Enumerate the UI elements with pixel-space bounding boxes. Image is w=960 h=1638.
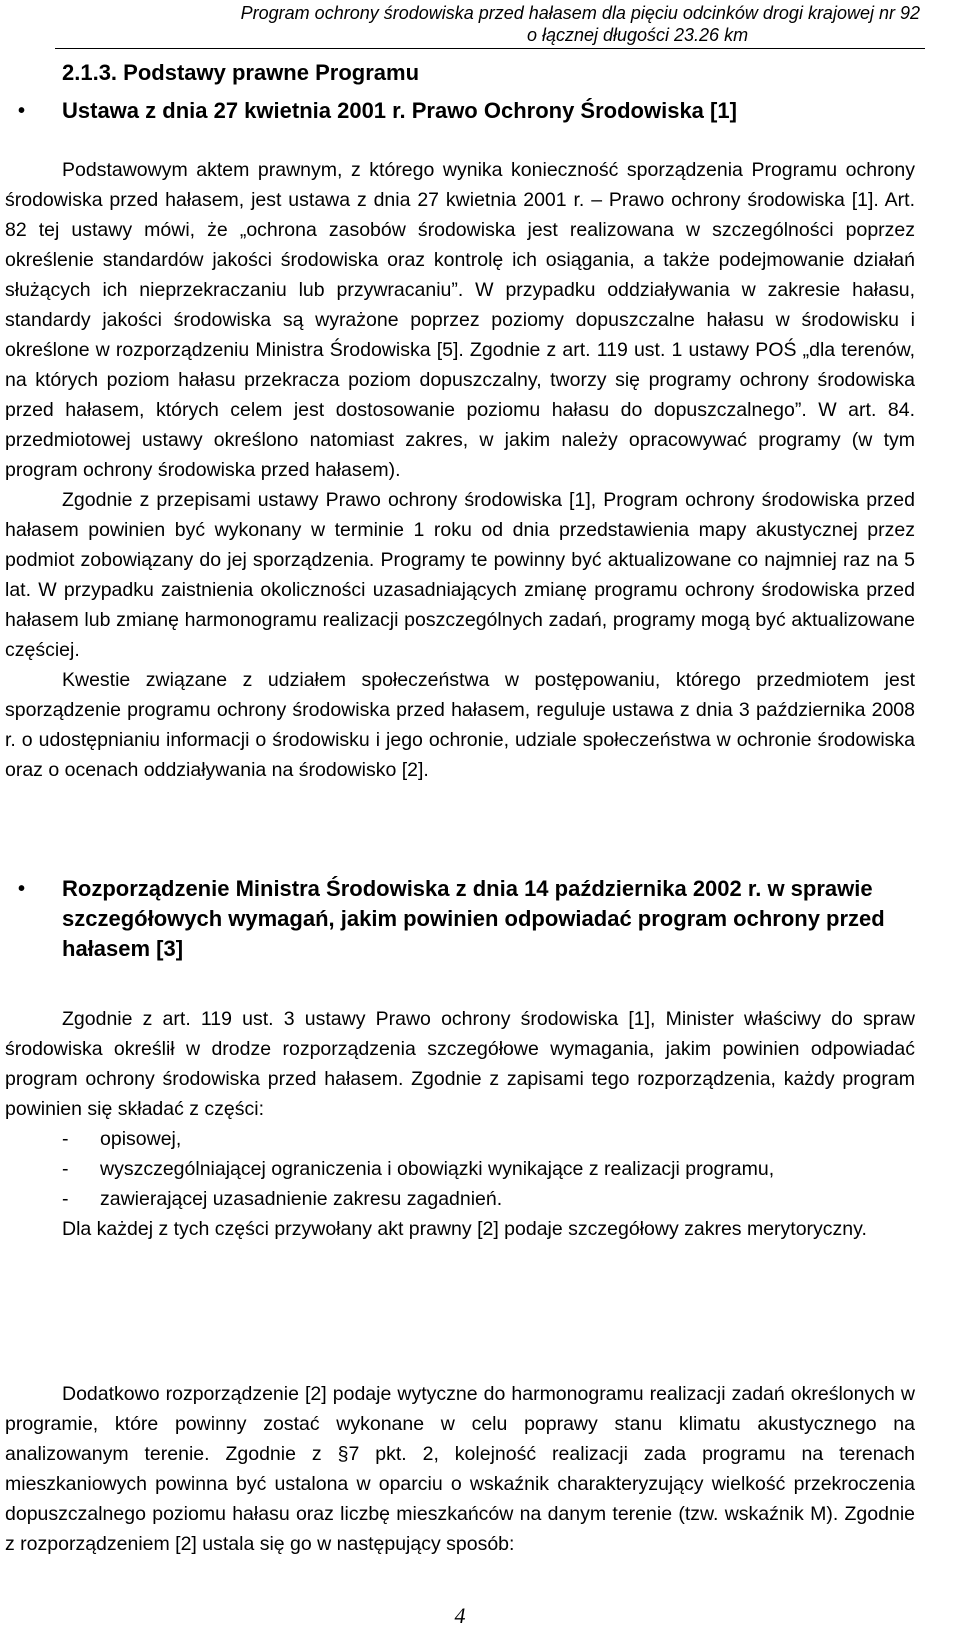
paragraph-deadlines: Zgodnie z przepisami ustawy Prawo ochrony środowiska [1], Program ochrony środowiska przed hałasem powinien być wykonany w terminie 1 roku od dnia przedstawienia mapy akustycznej przez podmiot zobowiązany do jej sporządzenia. Programy te powinny być aktualizowane co najmniej raz na 5 lat. W przypadku zaistnienia okoliczności uzasadniających zmianę programu ochrony środowiska przed hałasem lub zmianę harmonogramu realizacji poszczególnych zadań, programy mogą być aktualizowane częściej. — [5, 489, 915, 661]
paragraph-scope: Dla każdej z tych części przywołany akt prawny [2] podaje szczegółowy zakres merytoryczny. — [62, 1218, 867, 1240]
dash-marker: - — [62, 1128, 69, 1150]
paragraph-public-participation: Kwestie związane z udziałem społeczeństwa w postępowaniu, którego przedmiotem jest sporządzenie programu ochrony środowiska przed hałasem, reguluje ustawa z dnia 3 października 2008 r. o udostępnianiu informacji o środowisku i jego ochronie, udziale społeczeństwa w ochronie środowiska oraz o ocenach oddziaływania na środowisko [2]. — [5, 669, 915, 781]
list-item — [5, 1154, 915, 1184]
page-number: 4 — [454, 1603, 466, 1628]
paragraph-legal-basis: Podstawowym aktem prawnym, z którego wynika konieczność sporządzenia Programu ochrony środowiska przed hałasem, jest ustawa z dnia 27 kwietnia 2001 r. – Prawo ochrony środowiska [1]. Art. 82 tej ustawy mówi, że „ochrona zasobów środowiska jest realizowana w szczególności poprzez określenie standardów jakości środowiska oraz kontrolę ich osiągania, a także podejmowanie działań służących ich nieprzekraczaniu lub przywracaniu”. W przypadku oddziaływania w zakresie hałasu, standardy jakości środowiska są wyrażone poprzez poziomy dopuszczalne hałasu w środowisku i określone w rozporządzeniu Ministra Środowiska [5]. Zgodnie z art. 119 ust. 1 ustawy POŚ „dla terenów, na których poziom hałasu przekracza poziom dopuszczalny, tworzy się programy ochrony środowiska przed hałasem, których celem jest dostosowanie poziomu hałasu do dopuszczalnego”. W art. 84. przedmiotowej ustawy określono natomiast zakres, w jakim należy opracowywać programy (w tym program ochrony środowiska przed hałasem). — [5, 159, 915, 481]
body-block-2 — [5, 1004, 915, 1244]
section-title: 2.1.3. Podstawy prawne Programu — [62, 60, 420, 85]
running-header — [120, 2, 920, 46]
dash-marker: - — [62, 1188, 69, 1210]
list-item — [5, 1124, 915, 1154]
list-item-text: wyszczególniającej ograniczenia i obowiązki wynikające z realizacji programu, — [100, 1158, 775, 1180]
bullet-icon: • — [18, 878, 26, 900]
bullet-item-text: Ustawa z dnia 27 kwietnia 2001 r. Prawo Ochrony Środowiska [1] — [62, 98, 737, 123]
paragraph-schedule: Dodatkowo rozporządzenie [2] podaje wytyczne do harmonogramu realizacji zadań określonych w programie, które powinny zostać wykonane w celu poprawy stanu klimatu akustycznego na analizowanym terenie. Zgodnie z §7 pkt. 2, kolejność realizacji zada programu na terenach mieszkaniowych powinna być ustalona w oparciu o wskaźnik charakteryzujący wielkość przekroczenia dopuszczalnego poziomu hałasu oraz liczbę mieszkańców na danym terenie (tzw. wskaźnik M). Zgodnie z rozporządzeniem [2] ustala się go w następujący sposób: — [5, 1383, 915, 1555]
list-item-text: zawierającej uzasadnienie zakresu zagadnień. — [100, 1188, 503, 1210]
body-block-1 — [5, 155, 915, 785]
running-header-line-1: Program ochrony środowiska przed hałasem dla pięciu odcinków drogi krajowej nr 92 — [240, 3, 920, 23]
bullet-item-rozporzadzenie — [18, 874, 920, 964]
bullet-icon: • — [18, 100, 26, 122]
list-item — [5, 1184, 915, 1214]
list-item-text: opisowej, — [100, 1128, 182, 1150]
running-header-line-2: o łącznej długości 23.26 km — [526, 25, 749, 45]
paragraph-minister: Zgodnie z art. 119 ust. 3 ustawy Prawo ochrony środowiska [1], Minister właściwy do spraw środowiska określił w drodze rozporządzenia szczegółowe wymagania, jakim powinien odpowiadać program ochrony środowiska przed hałasem. Zgodnie z zapisami tego rozporządzenia, każdy program powinien się składać z części: — [5, 1008, 915, 1120]
parts-list — [5, 1124, 915, 1214]
header-rule — [55, 48, 925, 49]
bullet-item-ustawa — [18, 96, 920, 126]
body-block-3 — [5, 1379, 915, 1559]
dash-marker: - — [62, 1158, 69, 1180]
bullet-item-text: Rozporządzenie Ministra Środowiska z dnia 14 października 2002 r. w sprawie szczegółowych wymagań, jakim powinien odpowiadać program ochrony przed hałasem [3] — [62, 876, 885, 961]
